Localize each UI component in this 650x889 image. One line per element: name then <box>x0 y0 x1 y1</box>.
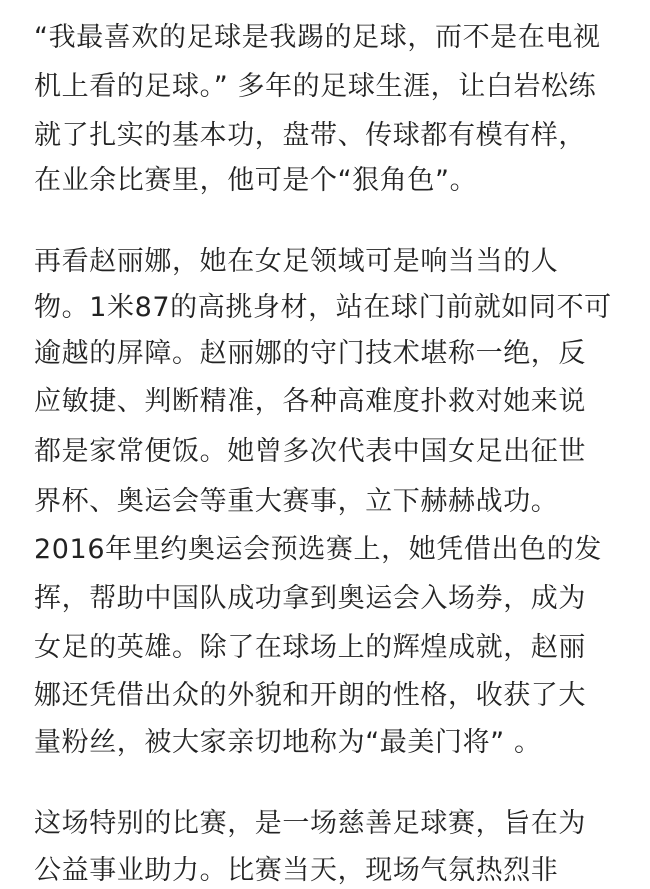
text-line: 应敏捷、判断精准，各种高难度扑救对她来说 <box>34 386 586 417</box>
text-line: 界杯、奥运会等重大赛事，立下赫赫战功。 <box>34 486 559 517</box>
text-line: 都是家常便饭。她曾多次代表中国女足出征世 <box>34 436 586 467</box>
text-line: 量粉丝，被大家亲切地称为“最美门将” 。 <box>34 727 542 758</box>
text-line: 就了扎实的基本功，盘带、传球都有模有样， <box>34 120 586 151</box>
text-line: “我最喜欢的足球是我踢的足球，而不是在电视 <box>34 22 601 53</box>
text-line: 在业余比赛里，他可是个“狠角色”。 <box>34 165 478 196</box>
text-line: 挥，帮助中国队成功拿到奥运会入场券，成为 <box>34 583 586 614</box>
text-line: 娜还凭借出众的外貌和开朗的性格，收获了大 <box>34 680 586 711</box>
text-line: 女足的英雄。除了在球场上的辉煌成就，赵丽 <box>34 632 586 663</box>
text-line: 这场特别的比赛，是一场慈善足球赛，旨在为 <box>34 808 586 839</box>
text-line: 2016年里约奥运会预选赛上，她凭借出色的发 <box>34 534 602 565</box>
text-line: 物。1米87的高挑身材，站在球门前就如同不可 <box>34 292 612 323</box>
text-line: 机上看的足球。” 多年的足球生涯，让白岩松练 <box>34 71 597 102</box>
text-line: 再看赵丽娜，她在女足领域可是响当当的人 <box>34 246 559 277</box>
text-line: 逾越的屏障。赵丽娜的守门技术堪称一绝，反 <box>34 338 586 369</box>
text-line: 公益事业助力。比赛当天，现场气氛热烈非 <box>34 855 559 886</box>
